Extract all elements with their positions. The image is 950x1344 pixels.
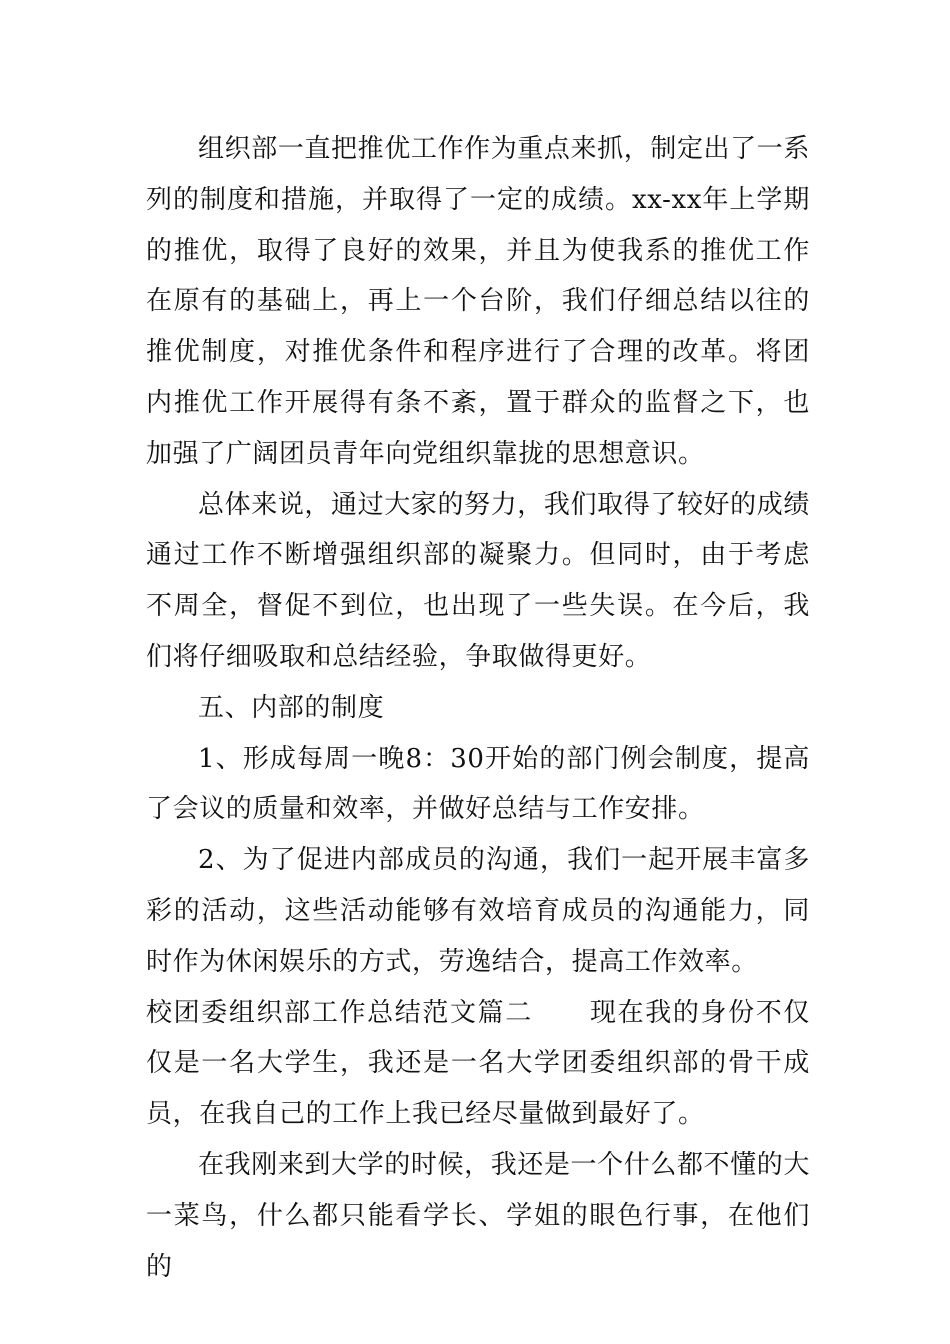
paragraph-recommendation-work: 组织部一直把推优工作作为重点来抓，制定出了一系列的制度和措施，并取得了一定的成绩。xx-xx年上学期的推优，取得了良好的效果，并且为使我系的推优工作在原有的基础上，再上一个台阶，我们仔细总结以往的推优制度，对推优条件和程序进行了合理的改革。将团内推优工作开展得有条不紊，置于群众的监督之下，也加强了广阔团员青年向党组织靠拢的思想意识。 bbox=[146, 134, 810, 469]
list-item-member-activities: 2、为了促进内部成员的沟通，我们一起开展丰富多彩的活动，这些活动能够有效培育成员的沟通能力，同时作为休闲娱乐的方式，劳逸结合，提高工作效率。 bbox=[146, 845, 810, 977]
section-heading-internal-system: 五、内部的制度 bbox=[198, 692, 385, 723]
list-item-weekly-meeting: 1、形成每周一晚8：30开始的部门例会制度，提高了会议的质量和效率，并做好总结与工作安排。 bbox=[146, 743, 810, 825]
paragraph-freshman-experience: 在我刚来到大学的时候，我还是一个什么都不懂的大一菜鸟，什么都只能看学长、学姐的眼色行事，在他们的 bbox=[146, 1149, 810, 1282]
article-title: 校团委组织部工作总结范文篇二 bbox=[146, 997, 533, 1028]
paragraph-overall-summary: 总体来说，通过大家的努力，我们取得了较好的成绩通过工作不断增强组织部的凝聚力。但同时，由于考虑不周全，督促不到位，也出现了一些失误。在今后，我们将仔细吸取和总结经验，争取做得更好。 bbox=[146, 489, 810, 672]
document-body bbox=[146, 124, 810, 1292]
article-intro: 现在我的身份不仅仅是一名大学生，我还是一名大学团委组织部的骨干成员，在我自己的工作上我已经尽量做到最好了。 bbox=[146, 997, 810, 1130]
article-title-paragraph bbox=[146, 988, 810, 1140]
